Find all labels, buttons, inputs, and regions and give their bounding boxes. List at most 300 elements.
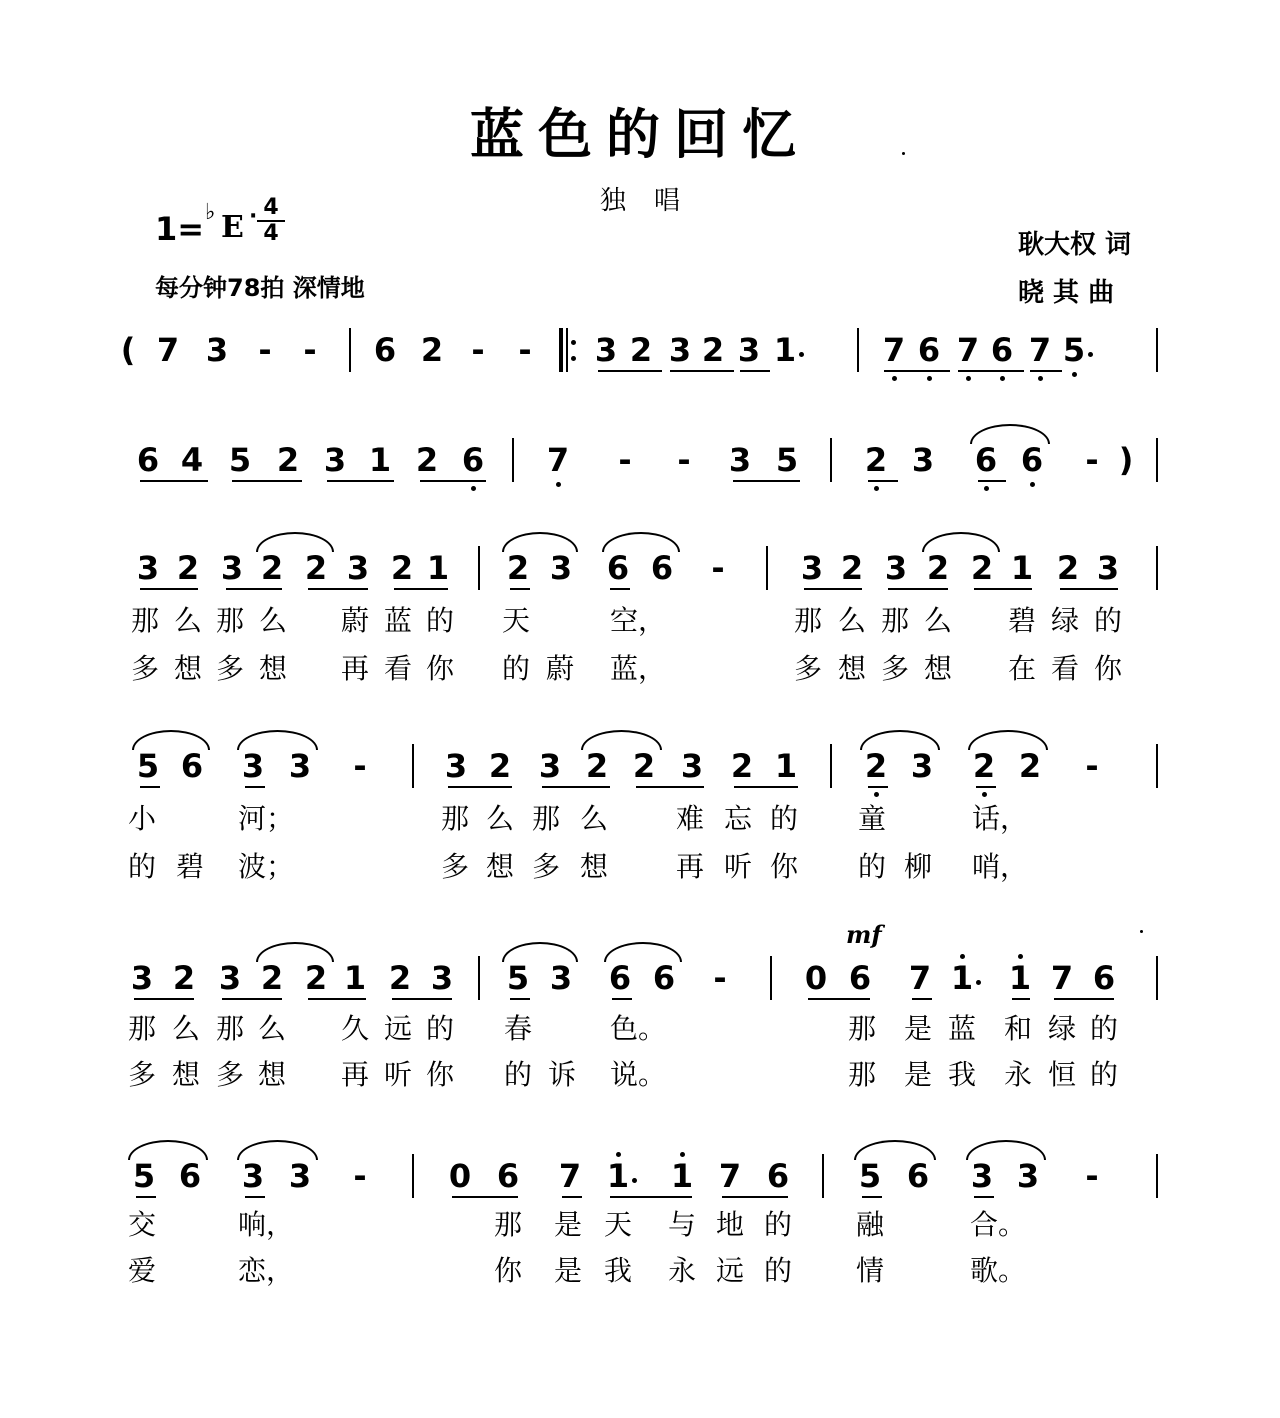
lyric-char: 久: [340, 1012, 369, 1045]
lyric-char: 那: [493, 1208, 522, 1241]
lyric-char: 多: [215, 652, 244, 685]
high-octave-dot: [1018, 954, 1023, 959]
note-digit: 7: [156, 331, 180, 369]
lyric-char: 想: [837, 652, 866, 685]
note-digit: 3: [970, 1157, 994, 1195]
augmentation-dot: [976, 980, 981, 985]
note-digit: 1: [670, 1157, 694, 1195]
tempo-marking: 每分钟78拍 深情地: [155, 274, 365, 302]
note-digit: 7: [908, 959, 932, 997]
note-digit: 2: [506, 549, 530, 587]
lyric-char: 碧: [1007, 604, 1036, 637]
note-digit: 4: [180, 441, 204, 479]
lyric-char: 多: [793, 652, 822, 685]
barline: [412, 744, 414, 788]
duration-underline: [327, 480, 394, 482]
lyric-char: 多: [531, 850, 560, 883]
slur-tie: [602, 532, 680, 552]
lyric-char: 的: [503, 1058, 532, 1091]
lyric-char: 你: [425, 1058, 454, 1091]
duration-underline: [670, 370, 734, 372]
repeat-dot: [571, 356, 576, 361]
low-octave-dot: [892, 376, 897, 381]
lyric-char: 么: [173, 604, 202, 637]
duration-underline: [245, 1196, 265, 1198]
lyric-char: 和: [1003, 1012, 1032, 1045]
note-digit: 3: [728, 441, 752, 479]
high-octave-dot: [616, 1152, 621, 1157]
duration-underline: [1060, 588, 1118, 590]
note-digit: 1: [606, 1157, 630, 1195]
dash-extension: -: [518, 331, 532, 369]
note-digit: (: [120, 331, 136, 369]
slur-tie: [128, 1140, 208, 1160]
dash-extension: -: [1085, 1157, 1099, 1195]
note-digit: 2: [701, 331, 725, 369]
lyric-char: 远: [383, 1012, 412, 1045]
note-digit: 3: [1096, 549, 1120, 587]
note-digit: 2: [260, 549, 284, 587]
note-digit: 6: [650, 549, 674, 587]
lyric-char: 那: [215, 604, 244, 637]
dash-extension: -: [713, 959, 727, 997]
note-digit: 2: [970, 549, 994, 587]
barline: [478, 956, 480, 1000]
low-octave-dot: [471, 486, 476, 491]
lyric-char: 说。: [610, 1058, 667, 1091]
lyric-char: 融: [855, 1208, 884, 1241]
note-digit: 3: [323, 441, 347, 479]
lyric-char: 远: [715, 1254, 744, 1287]
note-digit: 3: [241, 1157, 265, 1195]
paper-speck: [902, 152, 905, 155]
lyric-char: 蓝: [383, 604, 412, 637]
lyric-char: 那: [847, 1058, 876, 1091]
lyric-char: 想: [257, 1058, 286, 1091]
lyric-char: 哨，: [972, 850, 1029, 883]
lyric-char: 的: [425, 604, 454, 637]
note-digit: 2: [1018, 747, 1042, 785]
duration-underline: [420, 480, 486, 482]
low-octave-dot: [927, 376, 932, 381]
duration-underline: [740, 370, 770, 372]
duration-underline: [636, 786, 704, 788]
note-digit: 6: [1092, 959, 1116, 997]
barline: [412, 1154, 414, 1198]
note-digit: 3: [218, 959, 242, 997]
slur-tie: [256, 942, 334, 962]
note-digit: 2: [926, 549, 950, 587]
key-dot: ·: [249, 204, 258, 229]
barline: [857, 328, 859, 372]
barline: [766, 546, 768, 590]
dash-extension: -: [353, 747, 367, 785]
duration-underline: [510, 588, 530, 590]
note-digit: 1: [950, 959, 974, 997]
note-digit: 6: [606, 549, 630, 587]
note-digit: 2: [176, 549, 200, 587]
note-digit: 2: [304, 959, 328, 997]
lyric-char: 在: [1007, 652, 1036, 685]
note-digit: 2: [390, 549, 414, 587]
lyric-char: 那: [531, 802, 560, 835]
duration-underline: [974, 588, 1032, 590]
lyric-char: 响，: [238, 1208, 295, 1241]
duration-underline: [226, 588, 282, 590]
note-digit: 3: [288, 747, 312, 785]
note-digit: 3: [288, 1157, 312, 1195]
lyric-char: 地: [715, 1208, 744, 1241]
note-digit: 3: [430, 959, 454, 997]
note-digit: 6: [461, 441, 485, 479]
note-digit: 6: [974, 441, 998, 479]
lyric-char: 永: [1003, 1058, 1032, 1091]
lyric-char: 想: [579, 850, 608, 883]
lyric-char: 的: [425, 1012, 454, 1045]
note-digit: 6: [766, 1157, 790, 1195]
note-digit: 3: [444, 747, 468, 785]
lyric-char: 天: [501, 604, 530, 637]
lyric-char: 看: [1050, 652, 1079, 685]
barline: [1156, 744, 1158, 788]
dash-extension: -: [711, 549, 725, 587]
note-digit: 7: [1050, 959, 1074, 997]
lyric-char: 的: [501, 652, 530, 685]
low-octave-dot: [1000, 376, 1005, 381]
note-digit: 6: [990, 331, 1014, 369]
slur-tie: [132, 730, 210, 750]
lyric-char: 歌。: [970, 1254, 1027, 1287]
note-digit: 2: [415, 441, 439, 479]
low-octave-dot: [874, 486, 879, 491]
lyric-char: 的: [1089, 1012, 1118, 1045]
lyric-char: 的: [763, 1254, 792, 1287]
note-digit: 3: [800, 549, 824, 587]
slur-tie: [860, 730, 940, 750]
lyric-char: 与: [667, 1208, 696, 1241]
duration-underline: [308, 588, 368, 590]
lyric-char: 再: [340, 652, 369, 685]
barline: [478, 546, 480, 590]
duration-underline: [448, 786, 512, 788]
note-digit: 1: [773, 331, 797, 369]
note-digit: 7: [1028, 331, 1052, 369]
lyric-char: 我: [947, 1058, 976, 1091]
note-digit: ): [1118, 441, 1134, 479]
note-digit: 6: [608, 959, 632, 997]
lyric-char: 永: [667, 1254, 696, 1287]
lyric-char: 的: [857, 850, 886, 883]
lyric-char: 柳: [903, 850, 932, 883]
flat-sign: ♭: [205, 200, 216, 225]
note-digit: 5: [136, 747, 160, 785]
duration-underline: [510, 998, 530, 1000]
note-digit: 6: [917, 331, 941, 369]
duration-underline: [722, 1196, 788, 1198]
key-note: E: [221, 210, 244, 245]
lyric-char: 听: [383, 1058, 412, 1091]
note-digit: 3: [911, 441, 935, 479]
note-digit: 7: [558, 1157, 582, 1195]
slur-tie: [604, 942, 682, 962]
song-subtitle: 独唱: [599, 186, 708, 216]
lyric-char: 空，: [610, 604, 667, 637]
time-top: 4: [257, 196, 285, 222]
note-digit: 0: [804, 959, 828, 997]
barline: [1156, 546, 1158, 590]
duration-underline: [884, 370, 950, 372]
note-digit: 5: [858, 1157, 882, 1195]
duration-underline: [976, 786, 996, 788]
note-digit: 2: [864, 441, 888, 479]
barline: [1156, 956, 1158, 1000]
lyric-char: 蓝: [947, 1012, 976, 1045]
duration-underline: [1012, 998, 1030, 1000]
note-digit: 2: [388, 959, 412, 997]
lyric-char: 多: [130, 652, 159, 685]
slur-tie: [922, 532, 1000, 552]
composer-credit: 晓 其 曲: [1018, 278, 1115, 308]
lyric-char: 那: [127, 1012, 156, 1045]
note-digit: 2: [260, 959, 284, 997]
lyric-char: 那: [215, 1012, 244, 1045]
note-digit: 3: [346, 549, 370, 587]
lyric-char: 么: [579, 802, 608, 835]
lyric-char: 多: [215, 1058, 244, 1091]
note-digit: 6: [906, 1157, 930, 1195]
lyric-char: 想: [485, 850, 514, 883]
key-prefix: 1=: [155, 210, 205, 248]
lyric-char: 的: [127, 850, 156, 883]
lyric-char: 交: [127, 1208, 156, 1241]
duration-underline: [452, 1196, 518, 1198]
duration-underline: [140, 786, 160, 788]
lyric-char: 童: [857, 802, 886, 835]
note-digit: 2: [864, 747, 888, 785]
lyric-char: 你: [493, 1254, 522, 1287]
lyric-char: 那: [847, 1012, 876, 1045]
note-digit: 2: [276, 441, 300, 479]
lyric-char: 小: [127, 802, 156, 835]
lyric-char: 是: [903, 1058, 932, 1091]
lyric-char: 想: [923, 652, 952, 685]
lyric-char: 爱: [127, 1254, 156, 1287]
lyric-char: 多: [440, 850, 469, 883]
repeat-dot: [571, 340, 576, 345]
low-octave-dot: [556, 482, 561, 487]
lyric-char: 听: [723, 850, 752, 883]
paper-speck: [1140, 930, 1143, 933]
slur-tie: [237, 1140, 318, 1160]
barline: [1156, 1154, 1158, 1198]
note-digit: 2: [585, 747, 609, 785]
low-octave-dot: [984, 486, 989, 491]
dash-extension: -: [258, 331, 272, 369]
lyric-char: 那: [440, 802, 469, 835]
lyricist-credit: 耿大权 词: [1018, 230, 1132, 260]
low-octave-dot: [1030, 482, 1035, 487]
note-digit: 3: [549, 549, 573, 587]
time-signature: [257, 196, 285, 246]
song-title: 蓝色的回忆: [470, 103, 810, 166]
barline: [770, 956, 772, 1000]
note-digit: 3: [680, 747, 704, 785]
duration-underline: [562, 1196, 582, 1198]
note-digit: 7: [546, 441, 570, 479]
note-digit: 1: [1008, 959, 1032, 997]
note-digit: 2: [488, 747, 512, 785]
note-digit: 3: [220, 549, 244, 587]
note-digit: 7: [882, 331, 906, 369]
duration-underline: [610, 588, 630, 590]
lyric-char: 是: [553, 1254, 582, 1287]
duration-underline: [232, 480, 302, 482]
lyric-char: 忘: [723, 802, 752, 835]
note-digit: 3: [549, 959, 573, 997]
barline: [830, 438, 832, 482]
note-digit: 3: [205, 331, 229, 369]
lyric-char: 色。: [610, 1012, 667, 1045]
low-octave-dot: [966, 376, 971, 381]
note-digit: 3: [1016, 1157, 1040, 1195]
barline: [1156, 438, 1158, 482]
lyric-char: 难: [675, 802, 704, 835]
lyric-char: 你: [425, 652, 454, 685]
note-digit: 2: [420, 331, 444, 369]
slur-tie: [968, 730, 1048, 750]
repeat-barline-thin: [566, 328, 568, 372]
note-digit: 6: [373, 331, 397, 369]
note-digit: 5: [1062, 331, 1086, 369]
lyric-char: 的: [769, 802, 798, 835]
duration-underline: [392, 998, 452, 1000]
note-digit: 2: [172, 959, 196, 997]
augmentation-dot: [632, 1178, 637, 1183]
lyric-char: 那: [130, 604, 159, 637]
lyric-char: 你: [1093, 652, 1122, 685]
note-digit: 3: [130, 959, 154, 997]
lyric-char: 天: [603, 1208, 632, 1241]
duration-underline: [140, 588, 198, 590]
low-octave-dot: [1038, 376, 1043, 381]
barline: [830, 744, 832, 788]
lyric-char: 波；: [238, 850, 295, 883]
duration-underline: [134, 998, 194, 1000]
duration-underline: [733, 480, 800, 482]
lyric-char: 碧: [175, 850, 204, 883]
lyric-char: 我: [603, 1254, 632, 1287]
slur-tie: [854, 1140, 936, 1160]
note-digit: 1: [426, 549, 450, 587]
note-digit: 1: [1010, 549, 1034, 587]
note-digit: 3: [594, 331, 618, 369]
duration-underline: [140, 480, 208, 482]
duration-underline: [958, 370, 1024, 372]
lyric-char: 是: [553, 1208, 582, 1241]
repeat-barline-thick: [559, 328, 563, 372]
dynamic-marking: mf: [846, 920, 882, 949]
note-digit: 5: [775, 441, 799, 479]
lyric-char: 情: [855, 1254, 884, 1287]
slur-tie: [970, 424, 1050, 444]
duration-underline: [978, 480, 1006, 482]
note-digit: 3: [136, 549, 160, 587]
lyric-char: 再: [675, 850, 704, 883]
dash-extension: -: [471, 331, 485, 369]
duration-underline: [804, 588, 862, 590]
barline: [1156, 328, 1158, 372]
duration-underline: [136, 1196, 156, 1198]
note-digit: 0: [448, 1157, 472, 1195]
lyric-char: 蓝，: [610, 652, 667, 685]
note-digit: 2: [840, 549, 864, 587]
lyric-char: 么: [258, 604, 287, 637]
lyric-char: 多: [880, 652, 909, 685]
slur-tie: [256, 532, 334, 552]
lyric-char: 么: [837, 604, 866, 637]
augmentation-dot: [1088, 352, 1093, 357]
duration-underline: [808, 998, 870, 1000]
duration-underline: [1030, 370, 1062, 372]
time-bottom: 4: [263, 221, 279, 246]
lyric-char: 绿: [1047, 1012, 1076, 1045]
note-digit: 5: [228, 441, 252, 479]
duration-underline: [868, 786, 888, 788]
dash-extension: -: [303, 331, 317, 369]
barline: [822, 1154, 824, 1198]
note-digit: 3: [737, 331, 761, 369]
lyric-char: 的: [763, 1208, 792, 1241]
dash-extension: -: [1085, 747, 1099, 785]
note-digit: 1: [368, 441, 392, 479]
dash-extension: -: [677, 441, 691, 479]
lyric-char: 么: [923, 604, 952, 637]
low-octave-dot: [874, 792, 879, 797]
note-digit: 2: [304, 549, 328, 587]
lyric-char: 的: [1089, 1058, 1118, 1091]
lyric-char: 诉: [547, 1058, 576, 1091]
note-digit: 5: [506, 959, 530, 997]
note-digit: 2: [972, 747, 996, 785]
duration-underline: [672, 1196, 692, 1198]
lyric-char: 话，: [972, 802, 1029, 835]
note-digit: 2: [632, 747, 656, 785]
lyric-char: 再: [340, 1058, 369, 1091]
note-digit: 1: [774, 747, 798, 785]
augmentation-dot: [799, 352, 804, 357]
note-digit: 3: [884, 549, 908, 587]
lyric-char: 你: [769, 850, 798, 883]
duration-underline: [542, 786, 610, 788]
high-octave-dot: [680, 1152, 685, 1157]
dash-extension: -: [1085, 441, 1099, 479]
duration-underline: [308, 998, 366, 1000]
note-digit: 3: [538, 747, 562, 785]
lyric-char: 么: [485, 802, 514, 835]
lyric-char: 想: [173, 652, 202, 685]
lyric-char: 是: [903, 1012, 932, 1045]
lyric-char: 看: [383, 652, 412, 685]
note-digit: 5: [132, 1157, 156, 1195]
high-octave-dot: [960, 954, 965, 959]
duration-underline: [888, 588, 948, 590]
key-signature: [155, 195, 295, 258]
duration-underline: [734, 786, 798, 788]
slur-tie: [502, 942, 578, 962]
duration-underline: [245, 786, 265, 788]
lyric-char: 想: [171, 1058, 200, 1091]
lyric-char: 春: [503, 1012, 532, 1045]
